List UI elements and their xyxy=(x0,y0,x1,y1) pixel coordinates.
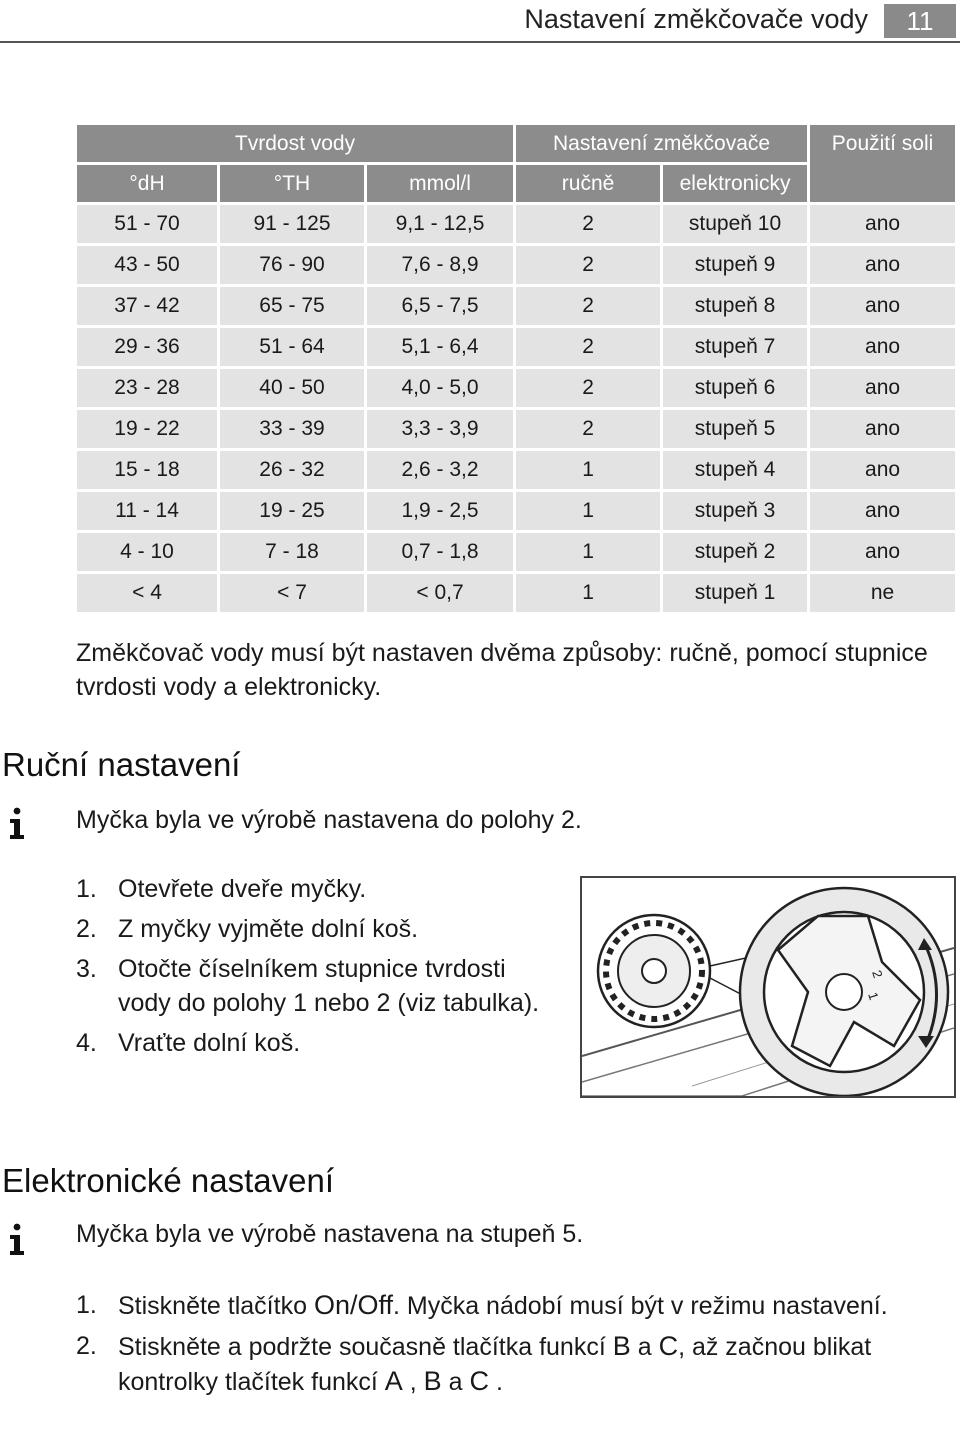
step-text: Stiskněte tlačítko xyxy=(118,1292,307,1320)
step-text: Vraťte dolní koš. xyxy=(118,1029,301,1057)
step-number: 1. xyxy=(76,875,97,903)
manual-steps xyxy=(76,872,546,1060)
header-electronic: elektronicky xyxy=(663,165,807,202)
info-icon xyxy=(2,802,32,842)
step-text: , xyxy=(409,1368,417,1396)
table-cell: 4 - 10 xyxy=(77,533,217,571)
table-row xyxy=(77,410,955,448)
electronic-note: Myčka byla ve výrobě nastavena na stupeň 5. xyxy=(76,1220,584,1248)
table-cell: 91 - 125 xyxy=(220,205,364,243)
table-cell: 43 - 50 xyxy=(77,246,217,284)
step-text: Z myčky vyjměte dolní koš. xyxy=(118,915,419,943)
table-cell: ano xyxy=(810,451,955,489)
table-cell: < 0,7 xyxy=(367,574,513,612)
step-text: . xyxy=(495,1368,503,1396)
table-cell: stupeň 10 xyxy=(663,205,807,243)
step-number: 4. xyxy=(76,1029,97,1057)
table-cell: stupeň 9 xyxy=(663,246,807,284)
header-water-hardness: Tvrdost vody xyxy=(77,125,513,162)
table-cell: 23 - 28 xyxy=(77,369,217,407)
table-cell: 65 - 75 xyxy=(220,287,364,325)
electronic-steps xyxy=(76,1288,958,1399)
dial-drawing xyxy=(582,878,954,1096)
table-cell: ano xyxy=(810,205,955,243)
on-off-button-label: On/Off xyxy=(313,1290,393,1320)
table-cell: 51 - 70 xyxy=(77,205,217,243)
function-key-b: B xyxy=(612,1331,631,1361)
table-cell: ne xyxy=(810,574,955,612)
table-cell: 5,1 - 6,4 xyxy=(367,328,513,366)
step-text: , až začnou blikat kontrolky tlačítek funkcí xyxy=(118,1333,872,1396)
table-cell: 11 - 14 xyxy=(77,492,217,530)
list-item xyxy=(76,1288,958,1323)
table-cell: 0,7 - 1,8 xyxy=(367,533,513,571)
table-cell: stupeň 7 xyxy=(663,328,807,366)
table-cell: 9,1 - 12,5 xyxy=(367,205,513,243)
function-key-c: C xyxy=(658,1331,679,1361)
table-cell: ano xyxy=(810,287,955,325)
page-header-title: Nastavení změkčovače vody xyxy=(524,4,868,34)
header-manual: ručně xyxy=(516,165,660,202)
table-cell: 19 - 25 xyxy=(220,492,364,530)
softener-dial-illustration xyxy=(580,876,956,1098)
manual-note: Myčka byla ve výrobě nastavena do polohy 2. xyxy=(76,806,582,834)
list-item xyxy=(76,1329,958,1399)
table-cell: 19 - 22 xyxy=(77,410,217,448)
table-row xyxy=(77,574,955,612)
table-cell: stupeň 8 xyxy=(663,287,807,325)
table-cell: 1 xyxy=(516,533,660,571)
table-row xyxy=(77,246,955,284)
header-mmol: mmol/l xyxy=(367,165,513,202)
intro-paragraph: Změkčovač vody musí být nastaven dvěma způsoby: ručně, pomocí stupnice tvrdosti vody a elektronicky. xyxy=(76,639,928,701)
header-dh: °dH xyxy=(77,165,217,202)
table-cell: stupeň 5 xyxy=(663,410,807,448)
table-cell: stupeň 4 xyxy=(663,451,807,489)
table-cell: 51 - 64 xyxy=(220,328,364,366)
manual-heading: Ruční nastavení xyxy=(2,746,241,783)
table-cell: 33 - 39 xyxy=(220,410,364,448)
table-cell: ano xyxy=(810,492,955,530)
step-number: 3. xyxy=(76,955,97,983)
step-number: 2. xyxy=(76,1332,97,1360)
table-cell: ano xyxy=(810,533,955,571)
table-cell: < 7 xyxy=(220,574,364,612)
step-number: 2. xyxy=(76,915,97,943)
table-cell: stupeň 6 xyxy=(663,369,807,407)
table-cell: ano xyxy=(810,246,955,284)
table-cell: 40 - 50 xyxy=(220,369,364,407)
table-row xyxy=(77,287,955,325)
table-group-header-row xyxy=(77,125,955,162)
table-cell: 4,0 - 5,0 xyxy=(367,369,513,407)
table-cell: 1 xyxy=(516,574,660,612)
list-item xyxy=(76,1026,546,1060)
table-cell: 2 xyxy=(516,287,660,325)
table-cell: 6,5 - 7,5 xyxy=(367,287,513,325)
table-cell: 7 - 18 xyxy=(220,533,364,571)
table-cell: 2 xyxy=(516,328,660,366)
table-cell: 76 - 90 xyxy=(220,246,364,284)
info-icon xyxy=(2,1218,32,1258)
table-row xyxy=(77,533,955,571)
table-cell: 26 - 32 xyxy=(220,451,364,489)
table-cell: 29 - 36 xyxy=(77,328,217,366)
table-cell: 2 xyxy=(516,369,660,407)
table-cell: 1,9 - 2,5 xyxy=(367,492,513,530)
header-th: °TH xyxy=(220,165,364,202)
table-cell: 3,3 - 3,9 xyxy=(367,410,513,448)
table-cell: 2 xyxy=(516,410,660,448)
table-cell: ano xyxy=(810,369,955,407)
table-cell: 2 xyxy=(516,205,660,243)
step-text: Otočte číselníkem stupnice tvrdosti vody do polohy 1 nebo 2 (viz tabulka). xyxy=(118,955,540,1017)
step-text: Otevřete dveře myčky. xyxy=(118,875,367,903)
table-cell: ano xyxy=(810,410,955,448)
table-cell: 1 xyxy=(516,492,660,530)
dial-label-2: 2 xyxy=(869,968,886,980)
list-item xyxy=(76,912,546,946)
table-cell: 7,6 - 8,9 xyxy=(367,246,513,284)
header-softener-setting: Nastavení změkčovače xyxy=(516,125,807,162)
table-row xyxy=(77,492,955,530)
table-cell: 2,6 - 3,2 xyxy=(367,451,513,489)
table-cell: ano xyxy=(810,328,955,366)
table-row xyxy=(77,205,955,243)
header-rule xyxy=(0,41,960,43)
page-number: 11 xyxy=(884,4,956,38)
dial-label-1: 1 xyxy=(865,990,882,1002)
table-cell: 2 xyxy=(516,246,660,284)
function-key-a: A xyxy=(384,1366,403,1396)
table-cell: stupeň 2 xyxy=(663,533,807,571)
list-item xyxy=(76,952,546,1020)
table-cell: 1 xyxy=(516,451,660,489)
step-text: . Myčka nádobí musí být v režimu nastavení. xyxy=(392,1292,888,1320)
header-salt-usage: Použití soli xyxy=(810,125,955,202)
table-row xyxy=(77,328,955,366)
table-cell: stupeň 3 xyxy=(663,492,807,530)
step-number: 1. xyxy=(76,1291,97,1319)
table-cell: stupeň 1 xyxy=(663,574,807,612)
table-cell: 37 - 42 xyxy=(77,287,217,325)
table-cell: < 4 xyxy=(77,574,217,612)
table-cell: 15 - 18 xyxy=(77,451,217,489)
step-text: a xyxy=(637,1333,652,1361)
function-key-c: C xyxy=(469,1366,489,1396)
water-hardness-table xyxy=(74,122,958,615)
step-text: a xyxy=(448,1368,463,1396)
step-text: Stiskněte a podržte současně tlačítka funkcí xyxy=(118,1333,606,1361)
electronic-heading: Elektronické nastavení xyxy=(2,1162,335,1199)
table-row xyxy=(77,369,955,407)
list-item xyxy=(76,872,546,906)
table-row xyxy=(77,451,955,489)
function-key-b: B xyxy=(423,1366,442,1396)
